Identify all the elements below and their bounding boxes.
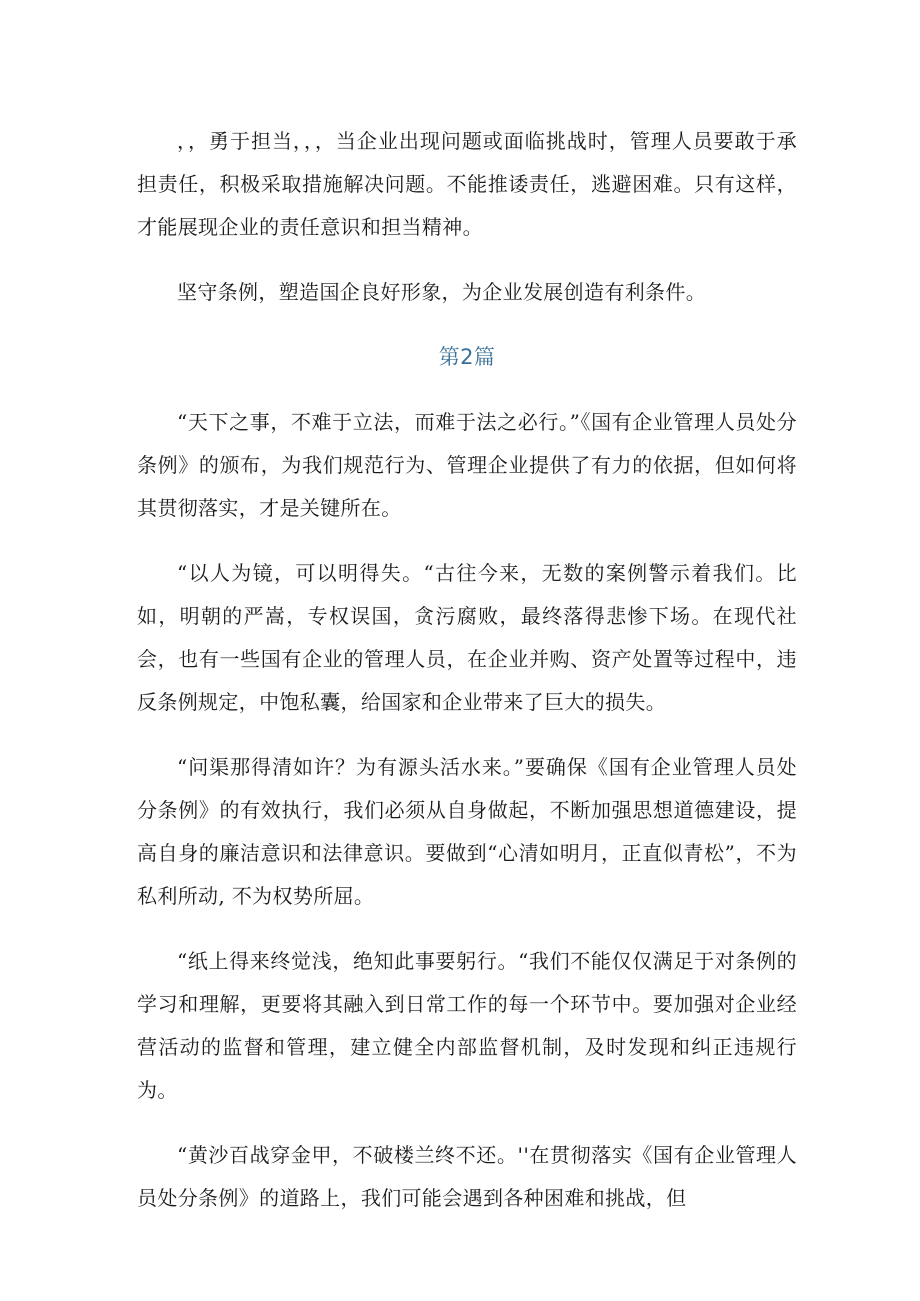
paragraph-law-enforcement: “天下之事，不难于立法，而难于法之必行。”《国有企业管理人员处分条例》的颁布，为我们规范行为、管理企业提供了有力的依据，但如何将其贯彻落实，才是关键所在。: [137, 410, 797, 520]
document-body: [137, 120, 797, 1242]
paragraph-responsibility: ，，勇于担当，，，当企业出现问题或面临挑战时，管理人员要敢于承担责任，积极采取措施解决问题。不能推诿责任，逃避困难。只有这样，才能展现企业的责任意识和担当精神。: [137, 129, 797, 239]
paragraph-source-water: “问渠那得清如许？为有源头活水来。”要确保《国有企业管理人员处分条例》的有效执行，我们必须从自身做起，不断加强思想道德建设，提高自身的廉洁意识和法律意识。要做到“心清如明月，正直似青松”，不为私利所动, 不为权势所屈。: [137, 755, 797, 908]
paragraph-mirror: “以人为镜，可以明得失。“古往今来，无数的案例警示着我们。比如，明朝的严嵩，专权误国，贪污腐败，最终落得悲惨下场。在现代社会，也有一些国有企业的管理人员，在企业并购、资产处置等过程中，违反条例规定，中饱私囊，给国家和企业带来了巨大的损失。: [137, 561, 797, 714]
section-heading: 第2篇: [438, 345, 496, 369]
paragraph-image: 坚守条例，塑造国企良好形象，为企业发展创造有利条件。: [177, 280, 707, 304]
paragraph-practice: “纸上得来终觉浅，绝知此事要躬行。“我们不能仅仅满足于对条例的学习和理解，更要将其融入到日常工作的每一个环节中。要加强对企业经营活动的监督和管理，建立健全内部监督机制，及时发现和纠正违规行为。: [137, 949, 797, 1102]
paragraph-perseverance: “黄沙百战穿金甲，不破楼兰终不还。''在贯彻落实《国有企业管理人员处分条例》的道路上，我们可能会遇到各种困难和挑战，但: [137, 1143, 797, 1210]
